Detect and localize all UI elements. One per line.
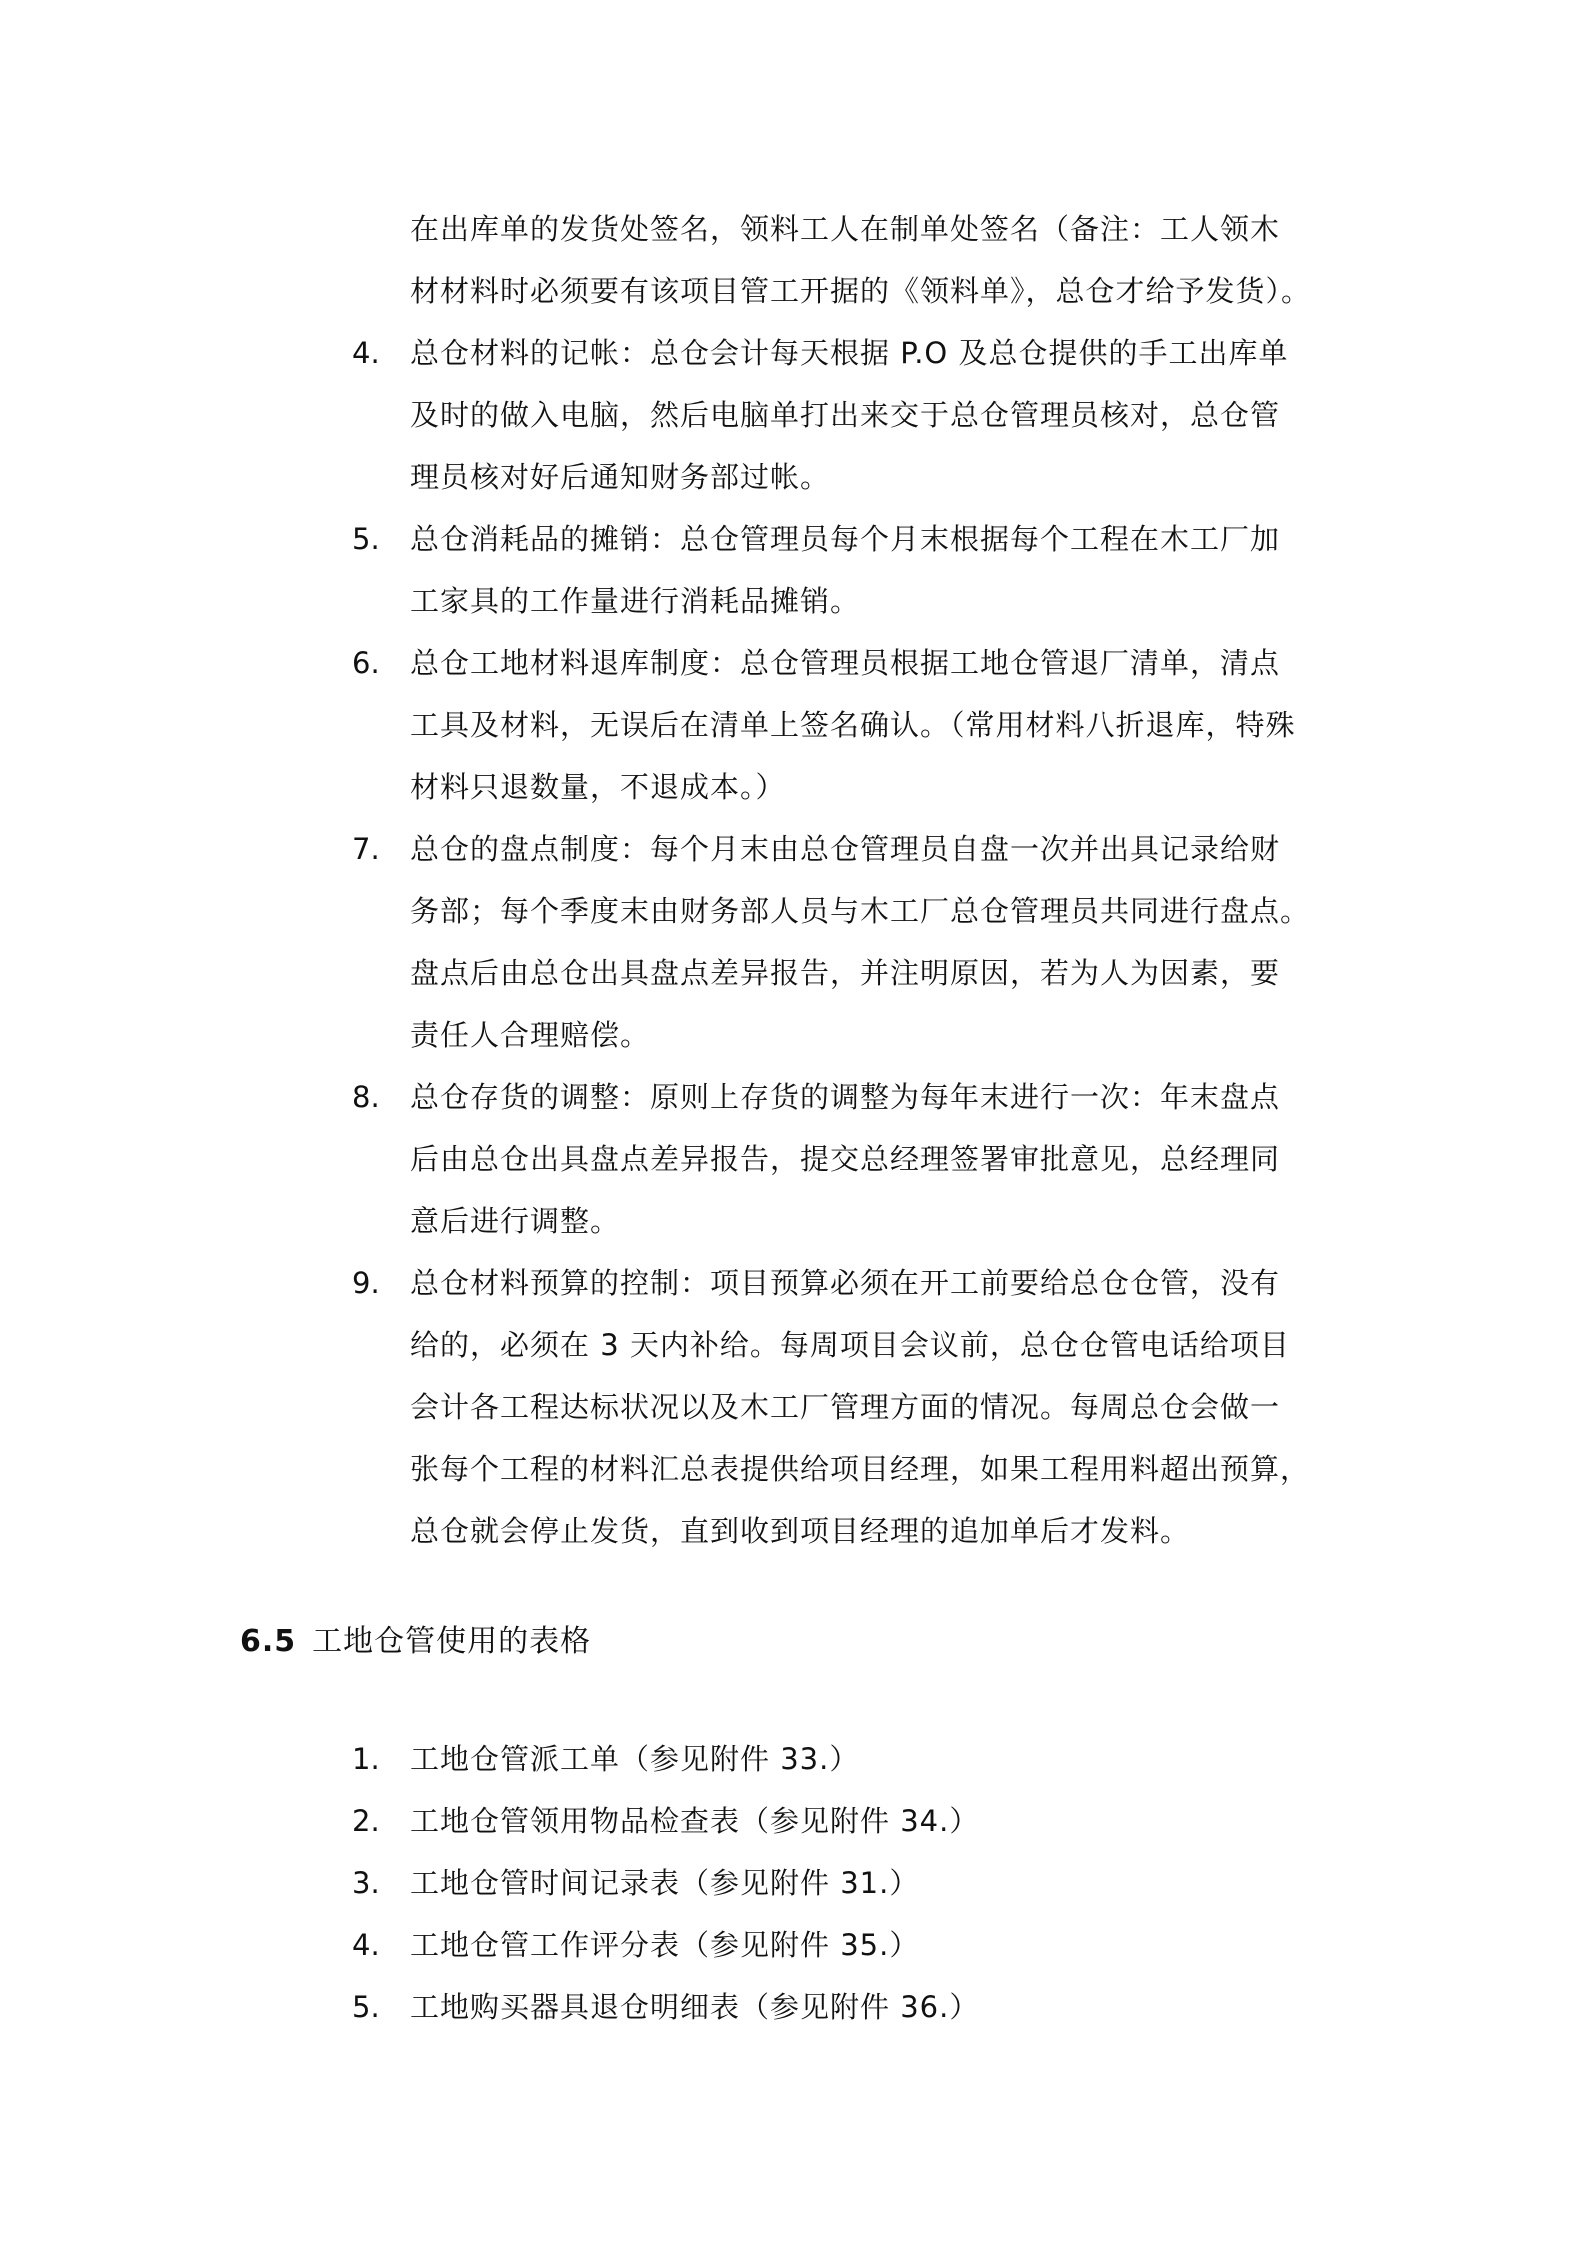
paragraph-line: 及时的做入电脑，然后电脑单打出来交于总仓管理员核对，总仓管 xyxy=(410,398,1281,432)
list-number: 8. xyxy=(352,1080,380,1114)
section-heading xyxy=(240,1612,591,1672)
paragraph-line: 责任人合理赔偿。 xyxy=(410,1018,651,1052)
form-item-5 xyxy=(0,1976,1587,2038)
form-item-4 xyxy=(0,1914,1587,1976)
item-3-continuation xyxy=(410,198,1355,322)
form-text: 工地购买器具退仓明细表（参见附件 36.） xyxy=(410,1990,980,2024)
paragraph-line: 总仓工地材料退库制度：总仓管理员根据工地仓管退厂清单，清点 xyxy=(410,646,1281,680)
list-item-6 xyxy=(0,632,1587,818)
paragraph-line: 工家具的工作量进行消耗品摊销。 xyxy=(410,584,861,618)
list-item-4 xyxy=(0,322,1587,508)
paragraph-line: 盘点后由总仓出具盘点差异报告，并注明原因，若为人为因素，要 xyxy=(410,956,1281,990)
paragraph-line: 材材料时必须要有该项目管工开据的《领料单》，总仓才给予发货）。 xyxy=(410,274,1312,308)
paragraph-line: 会计各工程达标状况以及木工厂管理方面的情况。每周总仓会做一 xyxy=(410,1390,1281,1424)
form-item-2 xyxy=(0,1790,1587,1852)
list-number: 4. xyxy=(352,1928,380,1962)
list-number: 1. xyxy=(352,1742,380,1776)
list-number: 6. xyxy=(352,646,380,680)
list-item-8 xyxy=(0,1066,1587,1252)
list-number: 5. xyxy=(352,522,380,556)
form-text: 工地仓管工作评分表（参见附件 35.） xyxy=(410,1928,920,1962)
form-text: 工地仓管领用物品检查表（参见附件 34.） xyxy=(410,1804,980,1838)
paragraph-line: 给的，必须在 3 天内补给。每周项目会议前，总仓仓管电话给项目 xyxy=(410,1328,1290,1362)
paragraph-line: 总仓材料预算的控制：项目预算必须在开工前要给总仓仓管，没有 xyxy=(410,1266,1281,1300)
paragraph-line: 在出库单的发货处签名，领料工人在制单处签名（备注：工人领木 xyxy=(410,212,1281,246)
paragraph-line: 总仓就会停止发货，直到收到项目经理的追加单后才发料。 xyxy=(410,1514,1191,1548)
list-number: 3. xyxy=(352,1866,380,1900)
list-number: 7. xyxy=(352,832,380,866)
form-item-3 xyxy=(0,1852,1587,1914)
paragraph-line: 总仓的盘点制度：每个月末由总仓管理员自盘一次并出具记录给财 xyxy=(410,832,1281,866)
paragraph-line: 总仓材料的记帐：总仓会计每天根据 P.O 及总仓提供的手工出库单 xyxy=(410,336,1289,370)
forms-list xyxy=(0,1728,1587,2038)
list-item-7 xyxy=(0,818,1587,1066)
paragraph-line: 总仓存货的调整：原则上存货的调整为每年末进行一次：年末盘点 xyxy=(410,1080,1281,1114)
form-text: 工地仓管派工单（参见附件 33.） xyxy=(410,1742,860,1776)
list-item-5 xyxy=(0,508,1587,632)
section-title: 工地仓管使用的表格 xyxy=(312,1624,592,1659)
paragraph-line: 后由总仓出具盘点差异报告，提交总经理签署审批意见，总经理同 xyxy=(410,1142,1281,1176)
list-item-9 xyxy=(0,1252,1587,1562)
paragraph-line: 材料只退数量，不退成本。） xyxy=(410,770,786,804)
paragraph-line: 务部；每个季度末由财务部人员与木工厂总仓管理员共同进行盘点。 xyxy=(410,894,1311,928)
paragraph-line: 工具及材料，无误后在清单上签名确认。（常用材料八折退库，特殊 xyxy=(410,708,1296,742)
section-number: 6.5 xyxy=(240,1624,297,1659)
form-text: 工地仓管时间记录表（参见附件 31.） xyxy=(410,1866,920,1900)
list-number: 9. xyxy=(352,1266,380,1300)
list-number: 2. xyxy=(352,1804,380,1838)
form-item-1 xyxy=(0,1728,1587,1790)
paragraph-line: 总仓消耗品的摊销：总仓管理员每个月末根据每个工程在木工厂加 xyxy=(410,522,1281,556)
numbered-list xyxy=(0,322,1587,1562)
paragraph-line: 意后进行调整。 xyxy=(410,1204,621,1238)
paragraph-line: 张每个工程的材料汇总表提供给项目经理，如果工程用料超出预算， xyxy=(410,1452,1311,1486)
list-number: 4. xyxy=(352,336,380,370)
paragraph-line: 理员核对好后通知财务部过帐。 xyxy=(410,460,831,494)
list-number: 5. xyxy=(352,1990,380,2024)
